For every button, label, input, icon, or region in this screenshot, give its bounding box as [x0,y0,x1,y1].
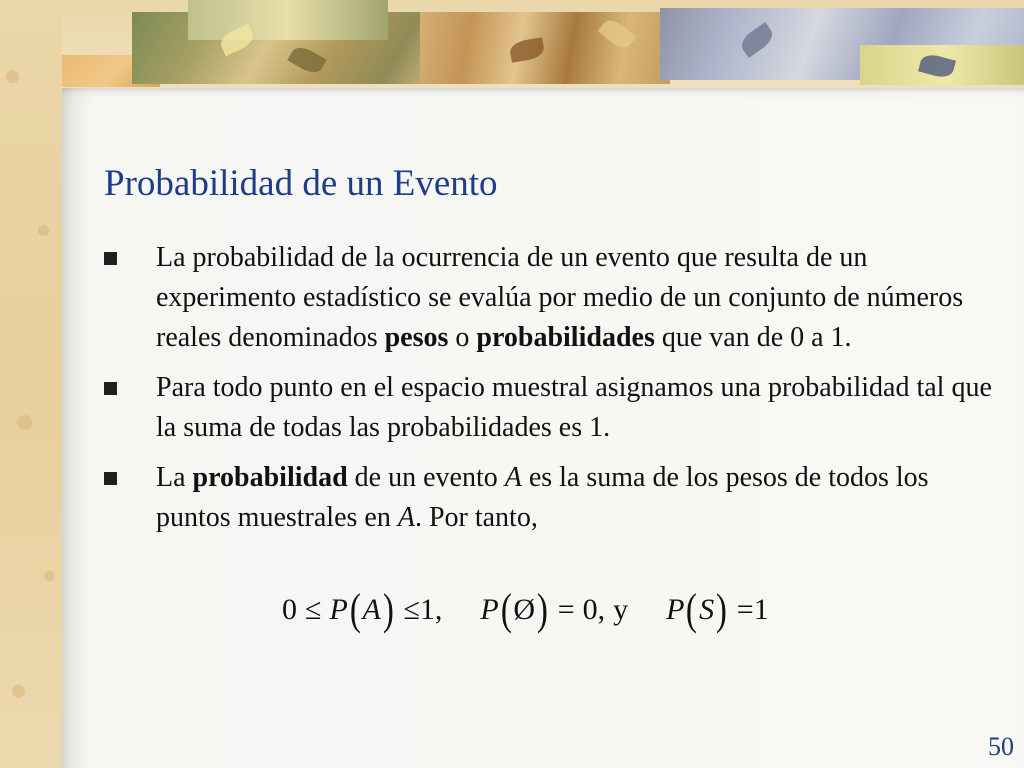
bullet-item [104,458,994,538]
square-bullet-icon [104,252,117,265]
leaf-collage-banner [40,0,1024,88]
bullet-text: Para todo punto en el espacio muestral asignamos una probabilidad tal que la suma de todas las probabilidades es 1. [156,372,992,443]
collage-segment [420,12,670,84]
collage-segment [188,0,388,40]
square-bullet-icon [104,382,117,395]
bullet-text: La probabilidad de un evento A es la suma de los pesos de todos los puntos muestrales en A. Por tanto, [156,462,929,533]
bullet-list [104,238,994,548]
slide-title: Probabilidad de un Evento [104,163,498,204]
probability-formula: 0 ≤ P ( A ) ≤ 1, P ( Ø ) = 0, y P ( S ) = 1 [282,585,769,634]
square-bullet-icon [104,472,117,485]
bullet-item [104,238,994,358]
bullet-text: La probabilidad de la ocurrencia de un evento que resulta de un experimento estadístico se evalúa por medio de un conjunto de números reales denominados pesos o probabilidades que van de 0 a 1. [156,242,964,353]
bullet-item [104,368,994,448]
parchment-left-strip [0,0,62,768]
page-number: 50 [988,732,1014,761]
